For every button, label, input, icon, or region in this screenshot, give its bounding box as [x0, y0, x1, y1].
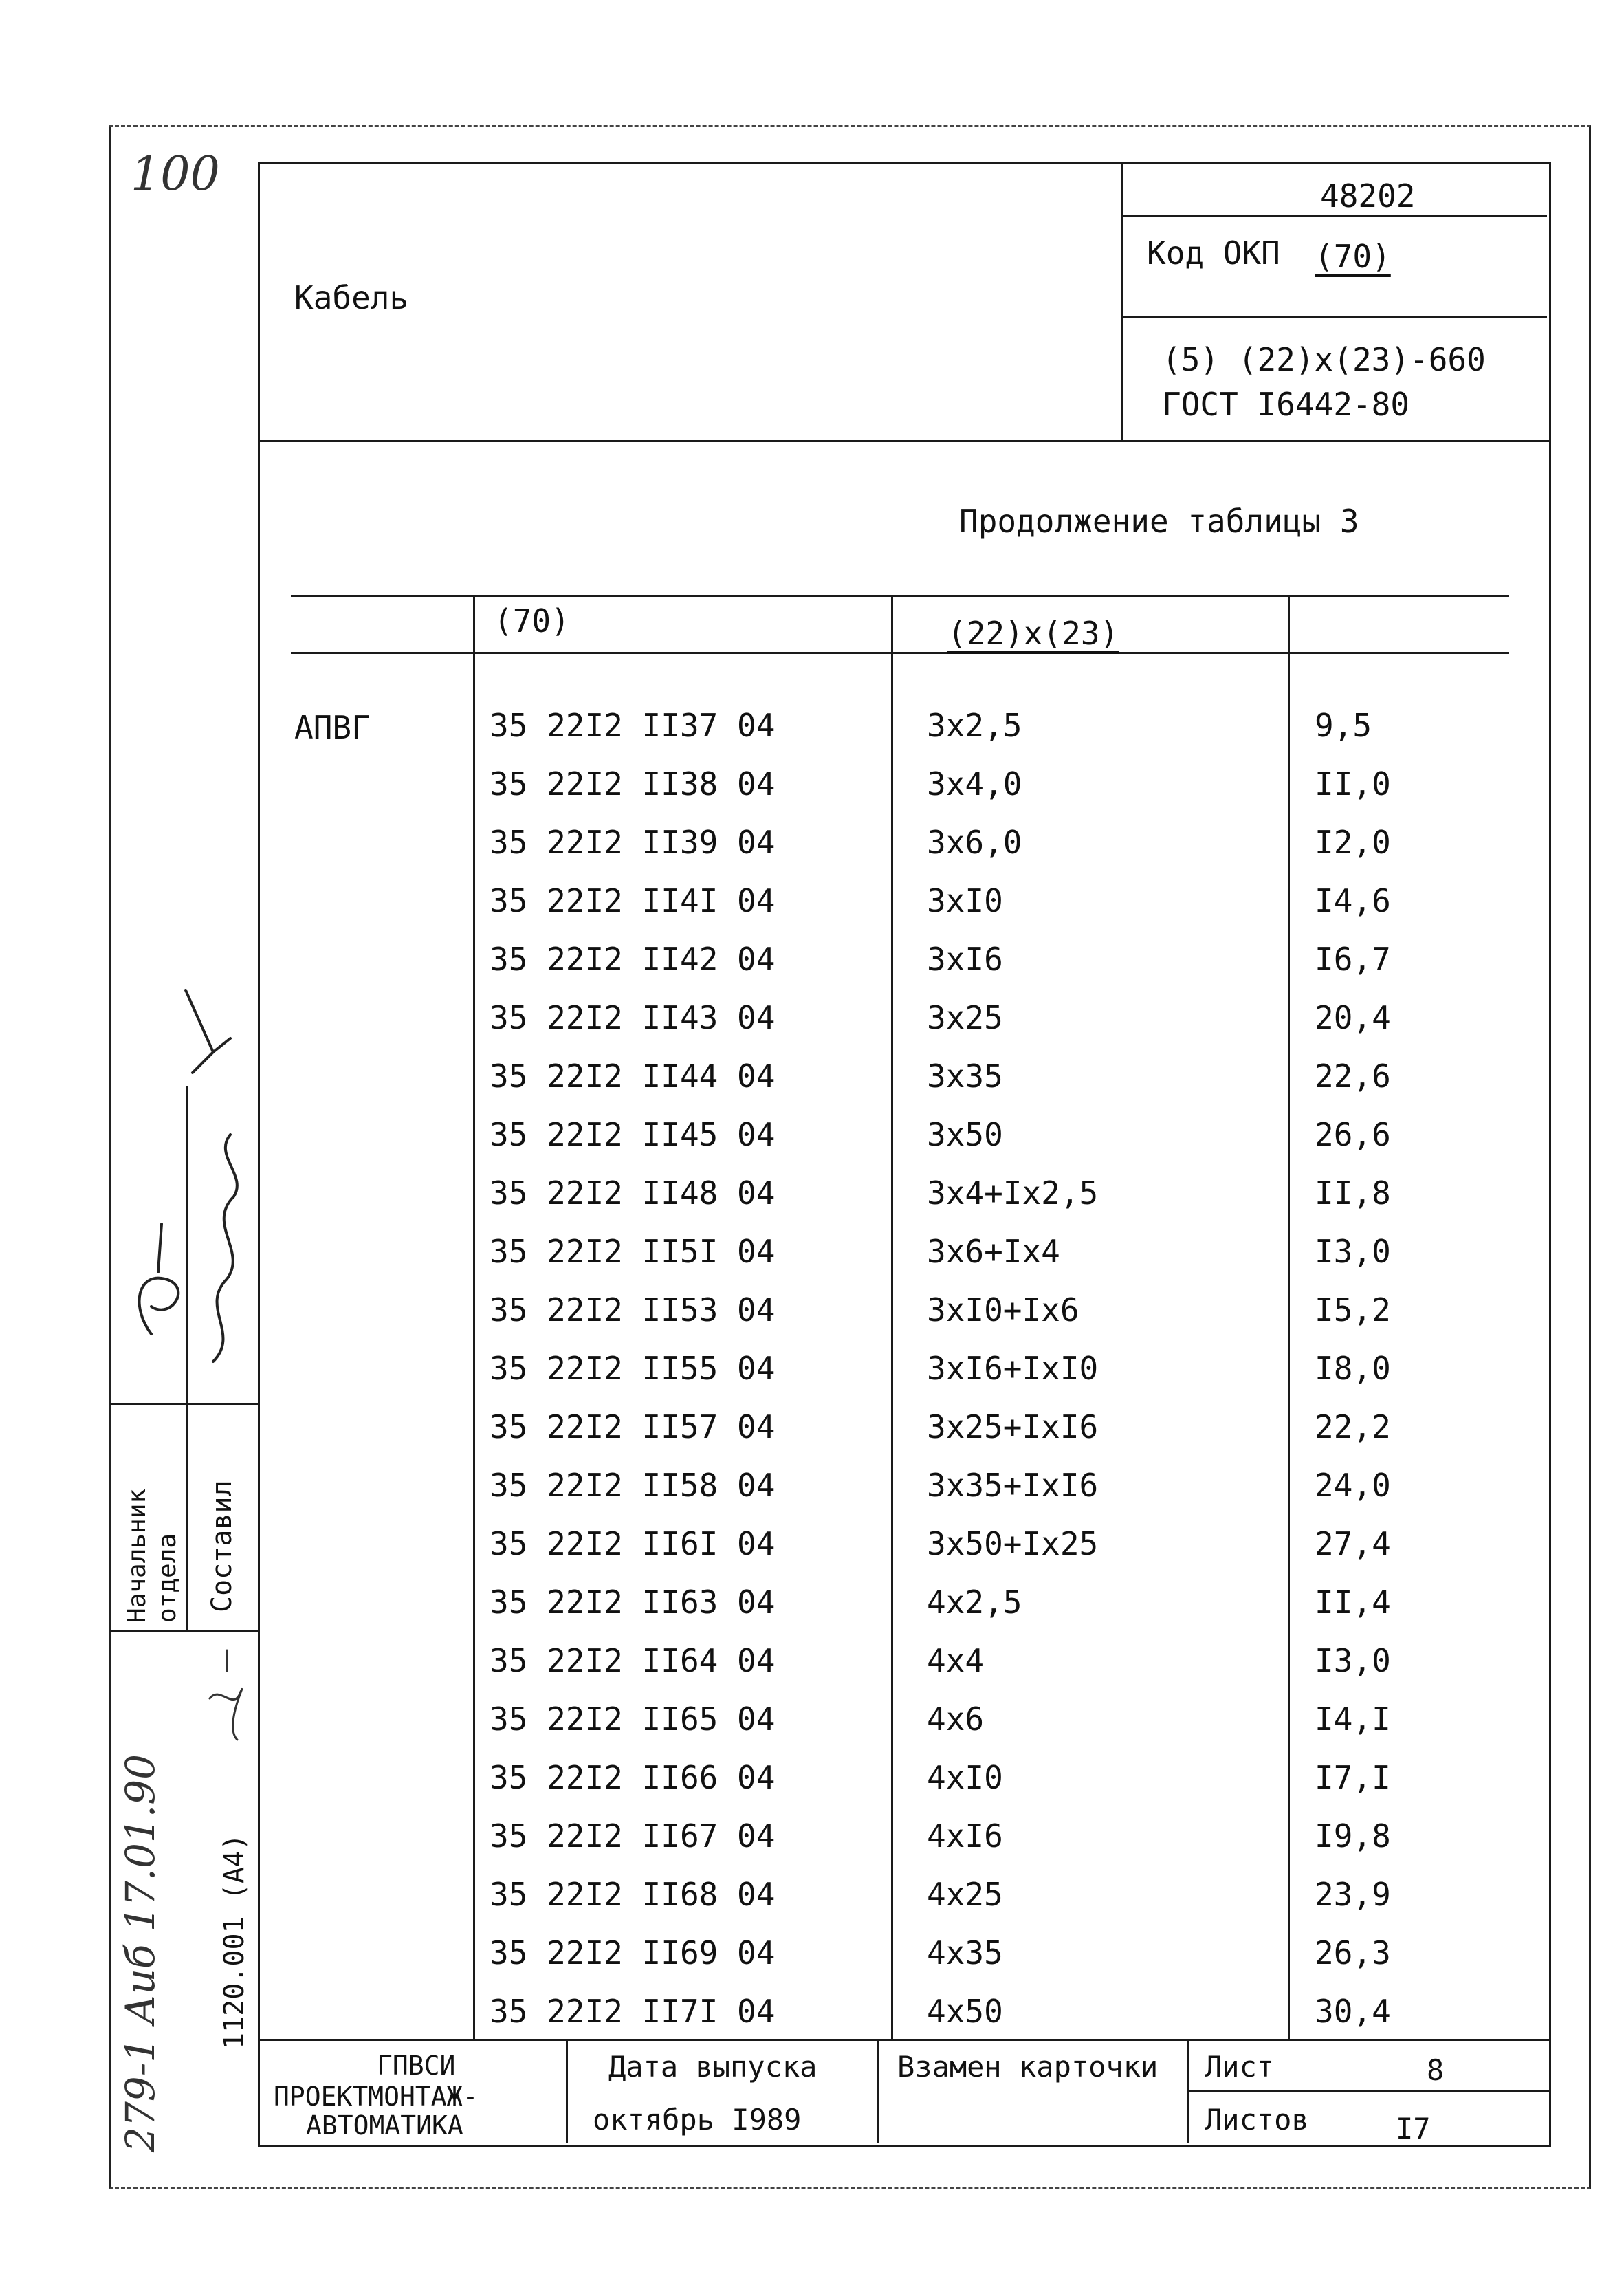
sheet-value: 8	[1427, 2053, 1445, 2087]
row-code: 35 22I2 II64 04	[490, 1642, 776, 1679]
row-size: 3x50	[927, 1116, 1003, 1153]
replaces-label: Взамен карточки	[897, 2050, 1159, 2084]
table-row	[0, 758, 1624, 816]
row-size: 3xI0	[927, 882, 1003, 919]
row-size: 4x50	[927, 1993, 1003, 2030]
footer-div-1	[566, 2039, 568, 2143]
row-size: 3xI0+Ix6	[927, 1291, 1079, 1329]
row-code: 35 22I2 II65 04	[490, 1701, 776, 1738]
row-size: 3x6,0	[927, 824, 1022, 861]
row-value: II,0	[1315, 765, 1391, 802]
header-okp-line	[1121, 316, 1547, 318]
sheet-label: Лист	[1205, 2050, 1275, 2084]
row-value: I5,2	[1315, 1291, 1391, 1329]
row-code: 35 22I2 II69 04	[490, 1934, 776, 1971]
row-code: 35 22I2 II4I 04	[490, 882, 776, 919]
row-value: I6,7	[1315, 941, 1391, 978]
row-value: 23,9	[1315, 1876, 1391, 1913]
row-code: 35 22I2 II58 04	[490, 1467, 776, 1504]
side-handwritten-stamp: 279-1 Аиб 17.01.90	[117, 1753, 164, 2152]
org-line2: ПРОЕКТМОНТАЖ-	[274, 2081, 479, 2112]
row-size: 3x50+Ix25	[927, 1525, 1099, 1562]
table-row	[0, 1577, 1624, 1635]
row-code: 35 22I2 II5I 04	[490, 1233, 776, 1270]
okp-value: (70)	[1315, 238, 1391, 275]
row-value: I2,0	[1315, 824, 1391, 861]
row-size: 4x2,5	[927, 1584, 1022, 1621]
side-compiled: Составил	[206, 1480, 238, 1612]
row-value: 26,6	[1315, 1116, 1391, 1153]
side-stamp-bottom	[110, 1630, 258, 1632]
row-value: I3,0	[1315, 1233, 1391, 1270]
release-value: октябрь I989	[593, 2103, 802, 2136]
side-form-code: 1120.001 (А4)	[219, 1833, 250, 2049]
row-value: 20,4	[1315, 999, 1391, 1036]
row-size: 3x6+Ix4	[927, 1233, 1060, 1270]
row-size: 4x4	[927, 1642, 985, 1679]
header-bottom-line	[258, 440, 1549, 442]
row-value: 26,3	[1315, 1934, 1391, 1971]
footer-div-2	[877, 2039, 879, 2143]
header-divider	[1121, 162, 1123, 441]
row-code: 35 22I2 II57 04	[490, 1408, 776, 1445]
header-code-line	[1121, 215, 1547, 217]
row-code: 35 22I2 II53 04	[490, 1291, 776, 1329]
release-label: Дата выпуска	[608, 2050, 818, 2084]
row-value: 22,6	[1315, 1058, 1391, 1095]
sheets-value: I7	[1396, 2112, 1431, 2145]
designation-line2: ГОСТ I6442-80	[1162, 386, 1410, 423]
row-code: 35 22I2 II67 04	[490, 1817, 776, 1855]
table-caption: Продолжение таблицы 3	[959, 503, 1359, 540]
org-line3: АВТОМАТИКА	[306, 2110, 463, 2141]
row-code: 35 22I2 II48 04	[490, 1174, 776, 1212]
row-code: 35 22I2 II38 04	[490, 765, 776, 802]
designation-line1: (5) (22)x(23)-660	[1162, 341, 1486, 378]
signature-small	[199, 1643, 254, 1753]
row-code: 35 22I2 II37 04	[490, 707, 776, 744]
table-row	[0, 1518, 1624, 1576]
row-code: 35 22I2 II39 04	[490, 824, 776, 861]
row-size: 3x4+Ix2,5	[927, 1174, 1099, 1212]
table-row	[0, 875, 1624, 933]
row-value: I3,0	[1315, 1642, 1391, 1679]
table-row	[0, 1752, 1624, 1810]
org-line1: ГПВСИ	[377, 2051, 456, 2081]
row-value: 27,4	[1315, 1525, 1391, 1562]
row-value: I9,8	[1315, 1817, 1391, 1855]
row-size: 3x35	[927, 1058, 1003, 1095]
row-value: 30,4	[1315, 1993, 1391, 2030]
table-row	[0, 700, 1624, 758]
row-value: I4,I	[1315, 1701, 1391, 1738]
table-row	[0, 817, 1624, 875]
row-size: 3x4,0	[927, 765, 1022, 802]
table-row	[0, 1460, 1624, 1518]
row-value: II,4	[1315, 1584, 1391, 1621]
row-code: 35 22I2 II6I 04	[490, 1525, 776, 1562]
row-size: 4x35	[927, 1934, 1003, 1971]
side-head-of-dept: Начальник отдела	[123, 1488, 182, 1623]
row-code: 35 22I2 II43 04	[490, 999, 776, 1036]
row-size: 3xI6	[927, 941, 1003, 978]
row-code: 35 22I2 II42 04	[490, 941, 776, 978]
signature-compiler	[186, 990, 237, 1362]
row-size: 3x35+IxI6	[927, 1467, 1099, 1504]
code-top: 48202	[1320, 177, 1416, 215]
row-value: 24,0	[1315, 1467, 1391, 1504]
row-code: 35 22I2 II7I 04	[490, 1993, 776, 2030]
column-header-code: (70)	[494, 602, 570, 639]
row-size: 4xI6	[927, 1817, 1003, 1855]
signature-marks	[110, 949, 261, 1430]
row-value: 9,5	[1315, 707, 1372, 744]
signature-head-of-dept	[140, 1224, 179, 1334]
column-header-size: (22)x(23)	[947, 615, 1119, 652]
page-number: 100	[131, 147, 220, 201]
row-size: 3x25+IxI6	[927, 1408, 1099, 1445]
row-code: 35 22I2 II68 04	[490, 1876, 776, 1913]
row-value: II,8	[1315, 1174, 1391, 1212]
row-code: 35 22I2 II45 04	[490, 1116, 776, 1153]
row-size: 4x6	[927, 1701, 985, 1738]
row-value: 22,2	[1315, 1408, 1391, 1445]
row-size: 3xI6+IxI0	[927, 1350, 1099, 1387]
row-size: 4x25	[927, 1876, 1003, 1913]
row-size: 3x2,5	[927, 707, 1022, 744]
row-code: 35 22I2 II66 04	[490, 1759, 776, 1796]
row-size: 3x25	[927, 999, 1003, 1036]
sheets-label: Листов	[1205, 2103, 1309, 2136]
footer-top-line	[258, 2039, 1549, 2041]
row-value: I8,0	[1315, 1350, 1391, 1387]
row-value: I7,I	[1315, 1759, 1391, 1796]
okp-label: Код ОКП	[1147, 234, 1280, 272]
group-label: АПВГ	[294, 709, 371, 746]
product-title: Кабель	[294, 279, 409, 316]
footer-sheet-line	[1187, 2090, 1549, 2092]
row-value: I4,6	[1315, 882, 1391, 919]
row-code: 35 22I2 II55 04	[490, 1350, 776, 1387]
row-code: 35 22I2 II44 04	[490, 1058, 776, 1095]
row-code: 35 22I2 II63 04	[490, 1584, 776, 1621]
row-size: 4xI0	[927, 1759, 1003, 1796]
